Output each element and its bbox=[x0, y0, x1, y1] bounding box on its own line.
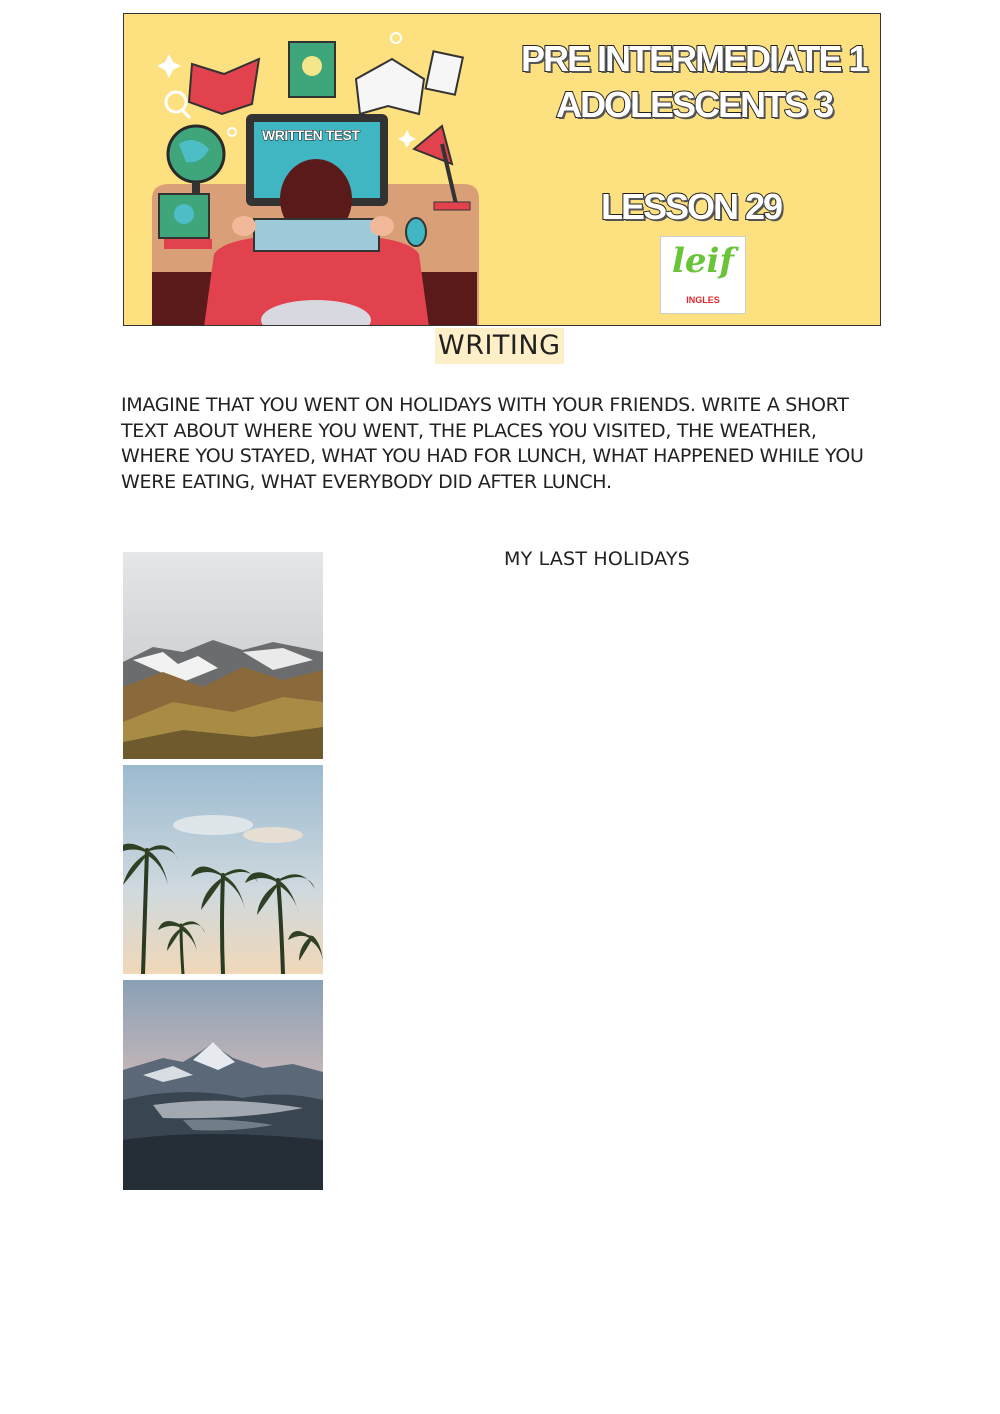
lesson-title: LESSON 29 bbox=[601, 186, 782, 227]
reading-book-icon bbox=[356, 59, 424, 114]
section-heading: WRITING bbox=[435, 328, 564, 364]
photo-mountain-ridge bbox=[123, 552, 323, 759]
sparkle-icon bbox=[157, 54, 181, 78]
document-icon bbox=[426, 51, 463, 94]
open-book-icon bbox=[189, 59, 259, 114]
logo-wordmark: leif bbox=[671, 241, 735, 281]
lesson-banner bbox=[123, 13, 881, 326]
logo-subtitle: INGLES bbox=[686, 295, 720, 305]
keyboard-icon bbox=[254, 219, 379, 251]
mouse-icon bbox=[406, 218, 426, 246]
written-test-label: WRITTEN TEST bbox=[262, 127, 360, 143]
photo-palm-trees bbox=[123, 765, 323, 974]
sparkle-icon-2 bbox=[398, 130, 416, 148]
level-title: PRE INTERMEDIATE 1 bbox=[521, 38, 867, 79]
instructions-text: IMAGINE THAT YOU WENT ON HOLIDAYS WITH YOUR FRIENDS. WRITE A SHORT TEXT ABOUT WHERE YOU WENT, THE PLACES YOU VISITED, THE WEATHER, WHERE YOU STAYED, WHAT YOU HAD FOR LUNCH, WHAT HAPPENED WHILE YOU WERE EATING, WHAT EVERYBODY DID AFTER LUNCH. bbox=[121, 394, 864, 493]
leif-logo bbox=[660, 236, 746, 314]
writing-title: MY LAST HOLIDAYS bbox=[504, 548, 690, 570]
photo-mountain-peak bbox=[123, 980, 323, 1190]
group-title: ADOLESCENTS 3 bbox=[556, 84, 833, 125]
